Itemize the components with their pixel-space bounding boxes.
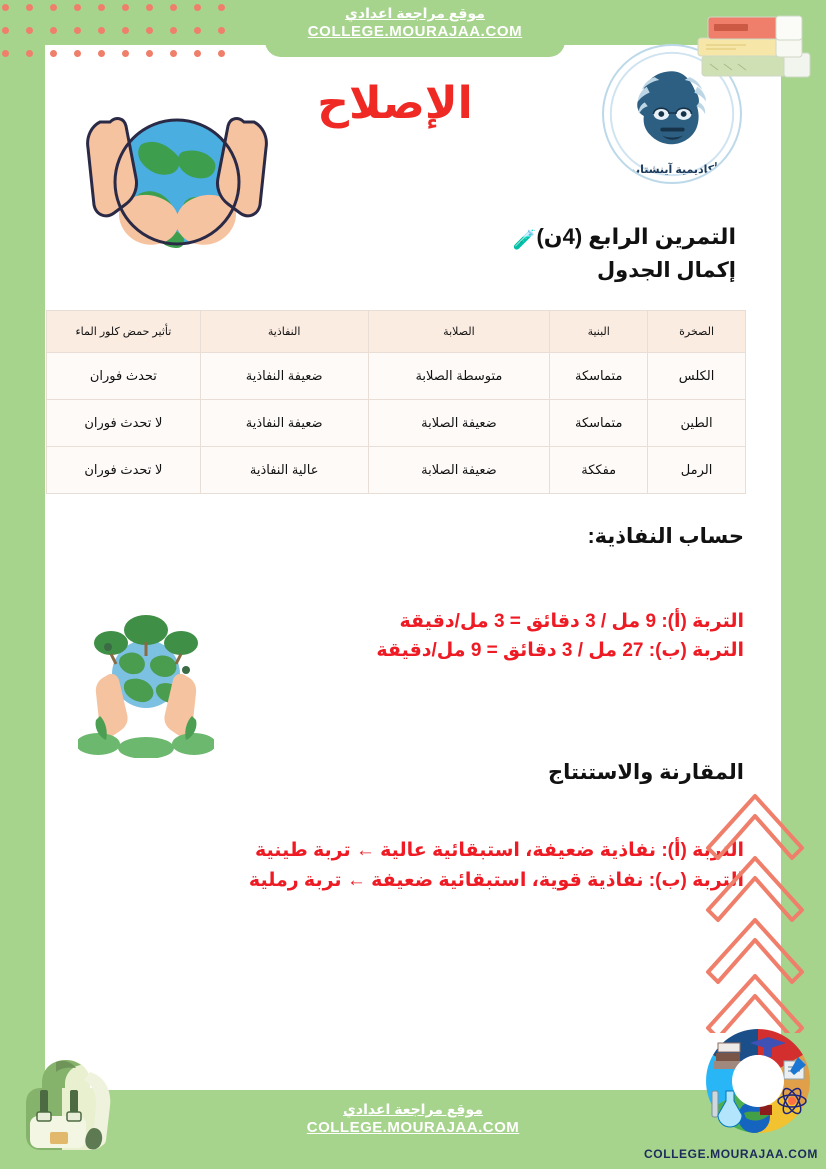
conclusion-heading: المقارنة والاستنتاج xyxy=(548,761,744,784)
table-cell: الطين xyxy=(648,400,746,447)
decorative-dot xyxy=(50,4,57,11)
decorative-dot xyxy=(98,4,105,11)
exercise-subtitle-label: إكمال الجدول xyxy=(596,259,736,282)
site-header-banner xyxy=(265,0,565,57)
table-cell: ضعيفة النفاذية xyxy=(200,353,368,400)
table-cell: ضعيفة الصلابة xyxy=(368,400,550,447)
table-cell: الكلس xyxy=(648,353,746,400)
table-column-header: النفاذية xyxy=(200,311,368,353)
decorative-dot xyxy=(170,27,177,34)
page-title: الإصلاح xyxy=(317,79,473,128)
table-cell: ضعيفة الصلابة xyxy=(368,447,550,494)
corner-watermark-label: COLLEGE.MOURAJAA.COM xyxy=(644,1147,818,1161)
table-cell: لا تحدث فوران xyxy=(47,447,201,494)
table-column-header: الصخرة xyxy=(648,311,746,353)
table-row xyxy=(47,353,746,400)
hands-holding-earth-illustration xyxy=(70,52,285,282)
decorative-dot xyxy=(74,4,81,11)
decorative-dot xyxy=(50,27,57,34)
decorative-dot xyxy=(194,4,201,11)
table-cell: ضعيفة النفاذية xyxy=(200,400,368,447)
eco-earth-illustration xyxy=(78,598,214,758)
test-tube-icon: 🧪 xyxy=(512,230,537,251)
decorative-dot xyxy=(122,4,129,11)
decorative-dot xyxy=(26,50,33,57)
decorative-dot xyxy=(146,27,153,34)
table-body xyxy=(47,353,746,494)
decorative-dot xyxy=(26,27,33,34)
header-url-label: COLLEGE.MOURAJAA.COM xyxy=(307,23,523,40)
decorative-dot xyxy=(50,50,57,57)
decorative-dot xyxy=(74,27,81,34)
table-cell: الرمل xyxy=(648,447,746,494)
exercise-heading xyxy=(507,222,736,286)
rock-properties-table-wrap xyxy=(46,310,746,494)
decorative-dot xyxy=(26,4,33,11)
table-cell: متوسطة الصلابة xyxy=(368,353,550,400)
calc-line-a: التربة (أ): 9 مل / 3 دقائق = 3 مل/دقيقة xyxy=(399,611,744,632)
rock-properties-table xyxy=(46,310,746,494)
table-column-header: تأثير حمض كلور الماء xyxy=(47,311,201,353)
table-cell: متماسكة xyxy=(550,400,648,447)
table-cell: تحدث فوران xyxy=(47,353,201,400)
footer-url-label: COLLEGE.MOURAJAA.COM xyxy=(306,1119,520,1136)
logo-caption-label: أكاديمية آينشتاين xyxy=(626,164,718,176)
exercise-title-label: التمرين الرابع (4ن) xyxy=(536,224,736,249)
decorative-dot xyxy=(2,27,9,34)
conclusion-block xyxy=(249,836,744,896)
header-arabic-label: موقع مراجعة اعدادي xyxy=(345,5,485,21)
site-footer-banner xyxy=(253,1093,573,1149)
decorative-dot xyxy=(98,27,105,34)
decorative-dot xyxy=(2,50,9,57)
chevron-decoration xyxy=(700,788,810,1033)
table-row xyxy=(47,447,746,494)
decorative-dot xyxy=(122,27,129,34)
table-header-row xyxy=(47,311,746,353)
footer-arabic-label: موقع مراجعة اعدادي xyxy=(343,1101,483,1117)
decorative-dot xyxy=(194,27,201,34)
calc-line-b: التربة (ب): 27 مل / 3 دقائق = 9 مل/دقيقة xyxy=(376,640,744,661)
decorative-dot xyxy=(2,4,9,11)
table-head xyxy=(47,311,746,353)
conclusion-line-a: التربة (أ): نفاذية ضعيفة، استبقائية عالية ← تربة طينية xyxy=(255,840,744,861)
table-cell: مفككة xyxy=(550,447,648,494)
permeability-calculation-block xyxy=(376,607,744,665)
table-cell: عالية النفاذية xyxy=(200,447,368,494)
stacked-books-icon xyxy=(688,8,818,86)
backpack-illustration xyxy=(12,1056,120,1161)
table-row xyxy=(47,400,746,447)
table-cell: لا تحدث فوران xyxy=(47,400,201,447)
decorative-dot xyxy=(146,4,153,11)
decorative-dot xyxy=(218,4,225,11)
decorative-dot xyxy=(170,4,177,11)
education-subjects-donut-icon xyxy=(698,1021,818,1139)
exercise-title-row xyxy=(507,222,736,256)
table-cell: متماسكة xyxy=(550,353,648,400)
table-column-header: البنية xyxy=(550,311,648,353)
conclusion-line-b: التربة (ب): نفاذية قوية، استبقائية ضعيفة ← تربة رملية xyxy=(248,870,744,891)
table-column-header: الصلابة xyxy=(368,311,550,353)
decorative-dot xyxy=(218,27,225,34)
permeability-heading: حساب النفاذية: xyxy=(587,525,744,548)
